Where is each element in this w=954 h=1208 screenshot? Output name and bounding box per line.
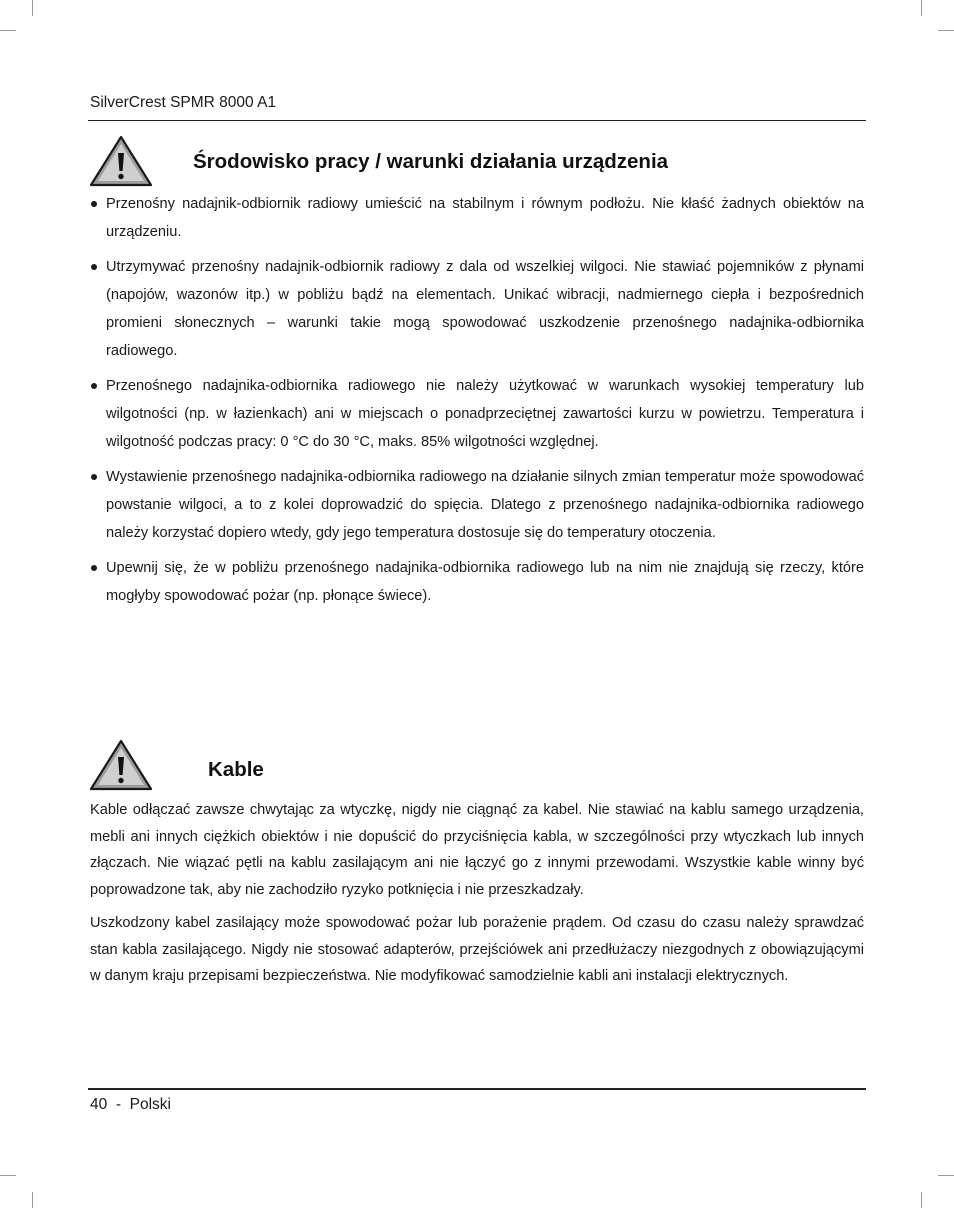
section-title-cables: Kable	[208, 758, 264, 781]
crop-mark	[938, 1175, 954, 1176]
crop-mark	[0, 30, 16, 31]
crop-mark	[32, 1192, 33, 1208]
footer-rule	[88, 1088, 866, 1090]
list-item: Utrzymywać przenośny nadajnik-odbiornik radiowy z dala od wszelkiej wilgoci. Nie stawiać pojemników z płynami (napojów, wazonów itp.) w pobliżu bądź na elementach. Unikać wibracji, nadmiernego ciepła i bezpośrednich promieni słonecznych – warunki takie mogą spowodować uszkodzenie przenośnego nadajnika-odbiornika radiowego.	[90, 253, 864, 365]
crop-mark	[938, 30, 954, 31]
paragraph: Kable odłączać zawsze chwytając za wtyczkę, nigdy nie ciągnąć za kabel. Nie stawiać na kablu samego urządzenia, mebli ani innych ciężkich obiektów i nie dopuścić do przyciśnięcia kabla, w szczególności przy wtyczkach lub innych złączach. Nie wiązać pętli na kablu zasilającym ani nie łączyć go z innymi przewodami. Wszystkie kable winny być poprowadzone tak, aby nie zachodziło ryzyko potknięcia i nie przeszkadzały.	[90, 802, 864, 898]
cables-body	[90, 797, 864, 997]
paragraph: Uszkodzony kabel zasilający może spowodować pożar lub porażenie prądem. Od czasu do czasu należy sprawdzać stan kabla zasilającego. Nigdy nie stosować adapterów, przejściówek ani przedłużaczy niezgodnych z obowiązującymi w danym kraju przepisami bezpieczeństwa. Nie modyfikować samodzielnie kabli ani instalacji elektrycznych.	[90, 915, 864, 984]
header-rule	[88, 120, 866, 121]
list-item: Upewnij się, że w pobliżu przenośnego nadajnika-odbiornika radiowego lub na nim nie znajdują się rzeczy, które mogłyby spowodować pożar (np. płonące świece).	[90, 554, 864, 610]
crop-mark	[0, 1175, 16, 1176]
page-footer: 40 - Polski	[90, 1096, 171, 1113]
section-title-environment: Środowisko pracy / warunki działania urządzenia	[193, 150, 669, 173]
list-item: Wystawienie przenośnego nadajnika-odbiornika radiowego na działanie silnych zmian temperatur może spowodować powstanie wilgoci, a to z kolei doprowadzić do spięcia. Dlatego z przenośnego nadajnika-odbiornika radiowego należy korzystać dopiero wtedy, gdy jego temperatura dostosuje się do temperatury otoczenia.	[90, 463, 864, 547]
warning-triangle-icon	[89, 135, 153, 187]
crop-mark	[921, 0, 922, 16]
environment-bullet-list	[90, 190, 864, 617]
crop-mark	[921, 1192, 922, 1208]
document-header-title: SilverCrest SPMR 8000 A1	[90, 94, 277, 111]
warning-triangle-icon	[89, 739, 153, 791]
crop-mark	[32, 0, 33, 16]
list-item: Przenośnego nadajnika-odbiornika radiowego nie należy użytkować w warunkach wysokiej temperatury lub wilgotności (np. w łazienkach) ani w miejscach o ponadprzeciętnej zawartości kurzu w powietrzu. Temperatura i wilgotność podczas pracy: 0 °C do 30 °C, maks. 85% wilgotności względnej.	[90, 372, 864, 456]
list-item: Przenośny nadajnik-odbiornik radiowy umieścić na stabilnym i równym podłożu. Nie kłaść żadnych obiektów na urządzeniu.	[90, 190, 864, 246]
